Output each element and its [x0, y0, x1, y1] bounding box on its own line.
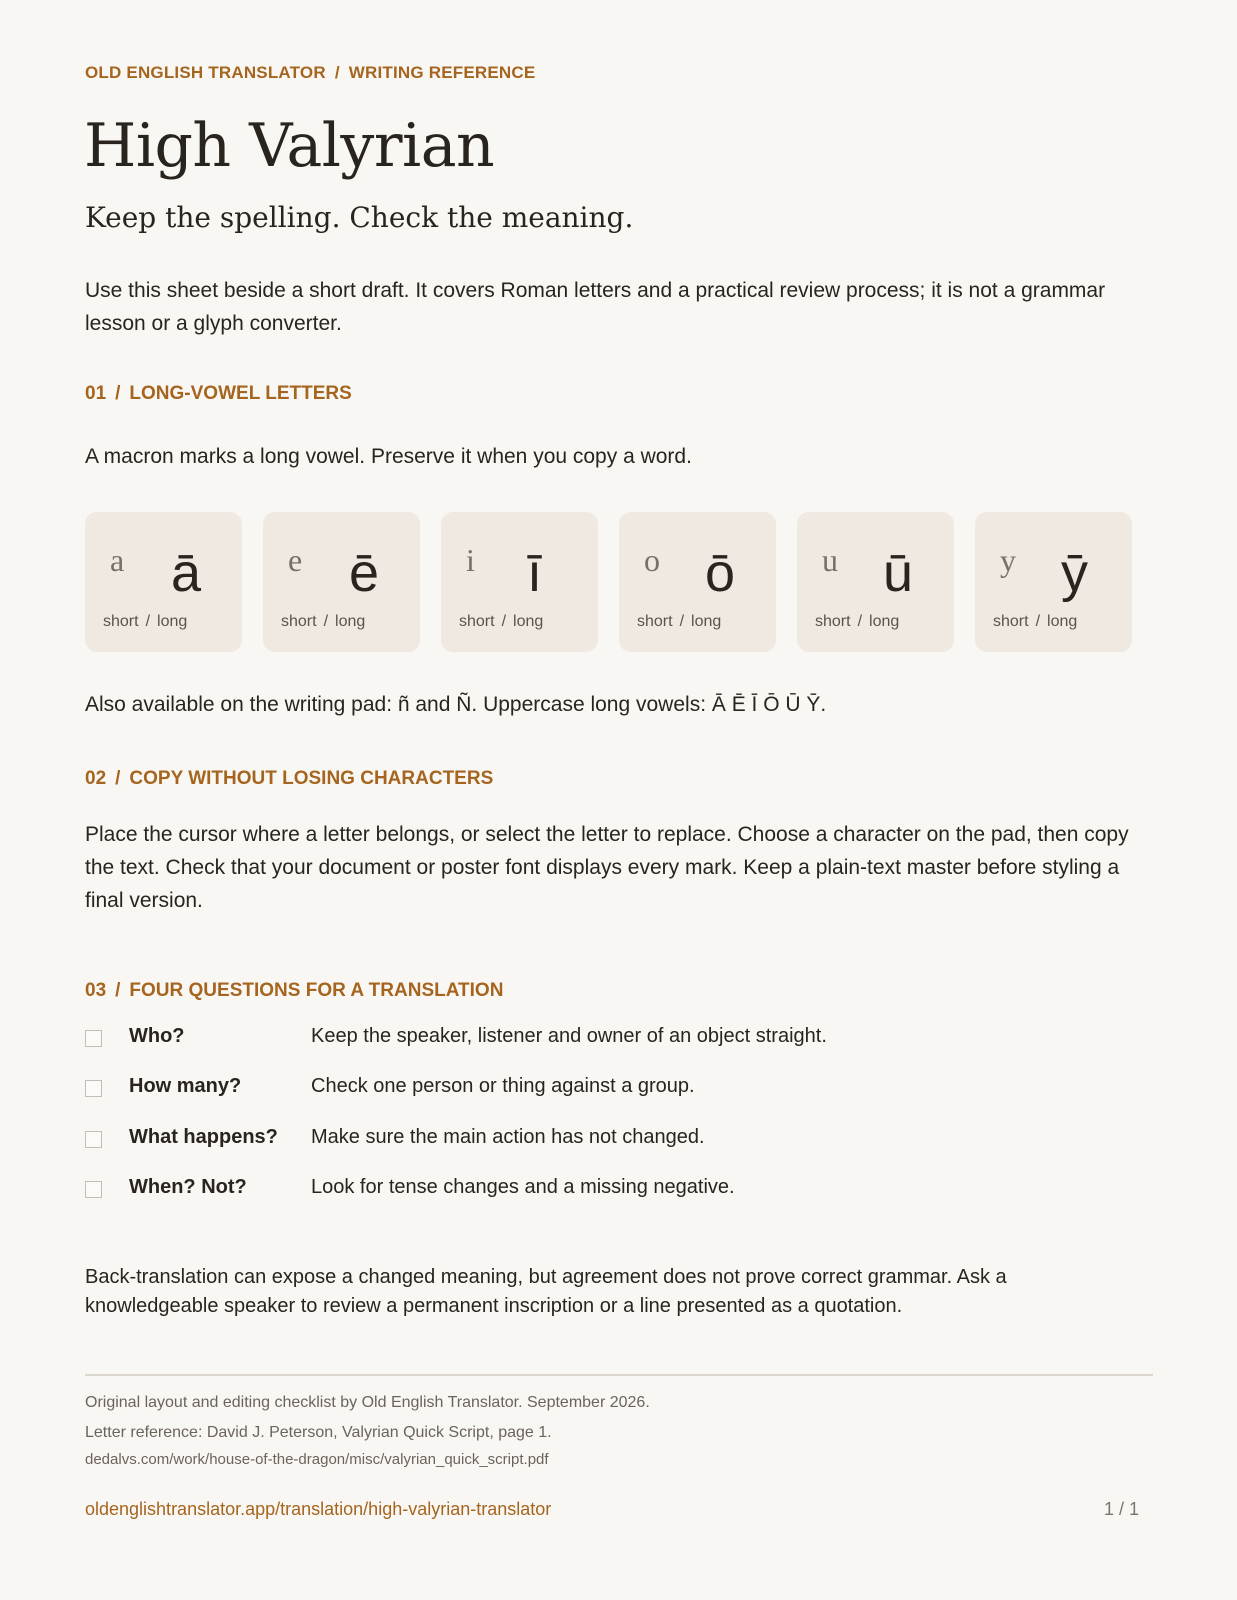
section-heading-long-vowels — [85, 383, 352, 405]
short-vowel: o — [644, 542, 660, 578]
section-number: 01 — [85, 383, 107, 404]
vowel-card-a — [85, 512, 242, 652]
vowel-caption: short / long — [103, 613, 188, 630]
short-vowel: a — [110, 542, 125, 578]
short-vowel: e — [288, 542, 303, 578]
vowel-card-o — [619, 512, 776, 652]
breadcrumb-item-writing-reference[interactable]: WRITING REFERENCE — [348, 63, 536, 82]
checklist-question: What happens? — [129, 1126, 278, 1148]
footer-credit: Original layout and editing checklist by Old English Translator. September 2026. — [85, 1394, 650, 1411]
writing-pad-note: Also available on the writing pad: ñ and Ñ. Uppercase long vowels: Ā Ē Ī Ō Ū Ȳ. — [85, 693, 827, 716]
checkbox[interactable] — [85, 1030, 102, 1047]
breadcrumb-item-translator[interactable]: OLD ENGLISH TRANSLATOR — [85, 63, 326, 82]
checkbox[interactable] — [85, 1181, 102, 1198]
breadcrumb-separator: / — [334, 63, 340, 82]
vowel-caption: short / long — [993, 613, 1078, 630]
footer-page-url-link[interactable]: oldenglishtranslator.app/translation/high-valyrian-translator — [85, 1499, 552, 1519]
section-number: 03 — [85, 980, 107, 1001]
checklist-item-who — [85, 1025, 1085, 1057]
page-subtitle: Keep the spelling. Check the meaning. — [85, 201, 634, 234]
vowel-card-e — [263, 512, 420, 652]
long-vowel: ū — [883, 543, 914, 603]
section-separator: / — [115, 383, 121, 404]
long-vowel: ȳ — [1061, 543, 1088, 603]
section-heading-questions — [85, 980, 503, 1002]
long-vowel: ē — [349, 543, 380, 603]
closing-note: Back-translation can expose a changed meaning, but agreement does not prove correct grammar. Ask a knowledgeable speaker to review a permanent inscription or a line presented as a quotation. — [85, 1266, 1007, 1317]
section-separator: / — [115, 980, 121, 1001]
vowel-caption: short / long — [459, 613, 544, 630]
short-vowel: i — [466, 542, 475, 578]
vowel-caption: short / long — [637, 613, 722, 630]
long-vowel: ō — [705, 543, 736, 603]
vowel-card-i — [441, 512, 598, 652]
page-title: High Valyrian — [84, 111, 495, 181]
page-number: 1 / 1 — [1103, 1499, 1139, 1519]
section-number: 02 — [85, 768, 107, 789]
section-separator: / — [115, 768, 121, 789]
vowel-card-y — [975, 512, 1132, 652]
checklist-item-when-not — [85, 1176, 1085, 1208]
breadcrumb — [85, 63, 535, 83]
checklist-question: How many? — [129, 1075, 242, 1097]
section-title: LONG-VOWEL LETTERS — [129, 383, 352, 404]
footer-divider — [85, 1374, 1153, 1376]
checkbox[interactable] — [85, 1080, 102, 1097]
section-title: FOUR QUESTIONS FOR A TRANSLATION — [129, 980, 504, 1001]
vowel-card-u — [797, 512, 954, 652]
checklist-item-how-many — [85, 1075, 1085, 1107]
checklist-question: When? Not? — [129, 1176, 247, 1198]
section-title: COPY WITHOUT LOSING CHARACTERS — [129, 768, 494, 789]
intro-paragraph: Use this sheet beside a short draft. It covers Roman letters and a practical review process; it is not a grammar lesson or a glyph converter. — [85, 279, 1106, 335]
footer-source-url[interactable]: dedalvs.com/work/house-of-the-dragon/misc/valyrian_quick_script.pdf — [85, 1451, 549, 1468]
short-vowel: u — [822, 542, 838, 578]
footer-reference: Letter reference: David J. Peterson, Valyrian Quick Script, page 1. — [85, 1424, 552, 1441]
checklist-answer: Look for tense changes and a missing negative. — [311, 1176, 735, 1198]
vowel-caption: short / long — [281, 613, 366, 630]
checklist-item-what-happens — [85, 1126, 1085, 1158]
checklist-answer: Keep the speaker, listener and owner of an object straight. — [311, 1025, 827, 1047]
long-vowel: ā — [171, 543, 202, 603]
short-vowel: y — [1000, 542, 1016, 578]
section-heading-copy — [85, 768, 493, 790]
long-vowels-description: A macron marks a long vowel. Preserve it when you copy a word. — [85, 445, 692, 468]
checklist-question: Who? — [129, 1025, 185, 1047]
long-vowel: ī — [527, 543, 543, 603]
checklist-answer: Check one person or thing against a group. — [311, 1075, 695, 1097]
checklist-answer: Make sure the main action has not changed. — [311, 1126, 705, 1148]
checkbox[interactable] — [85, 1131, 102, 1148]
copy-instructions: Place the cursor where a letter belongs, or select the letter to replace. Choose a character on the pad, then copy the text. Check that your document or poster font displays every mark. Keep a plain-text master before styling a final version. — [85, 823, 1129, 912]
vowel-caption: short / long — [815, 613, 900, 630]
